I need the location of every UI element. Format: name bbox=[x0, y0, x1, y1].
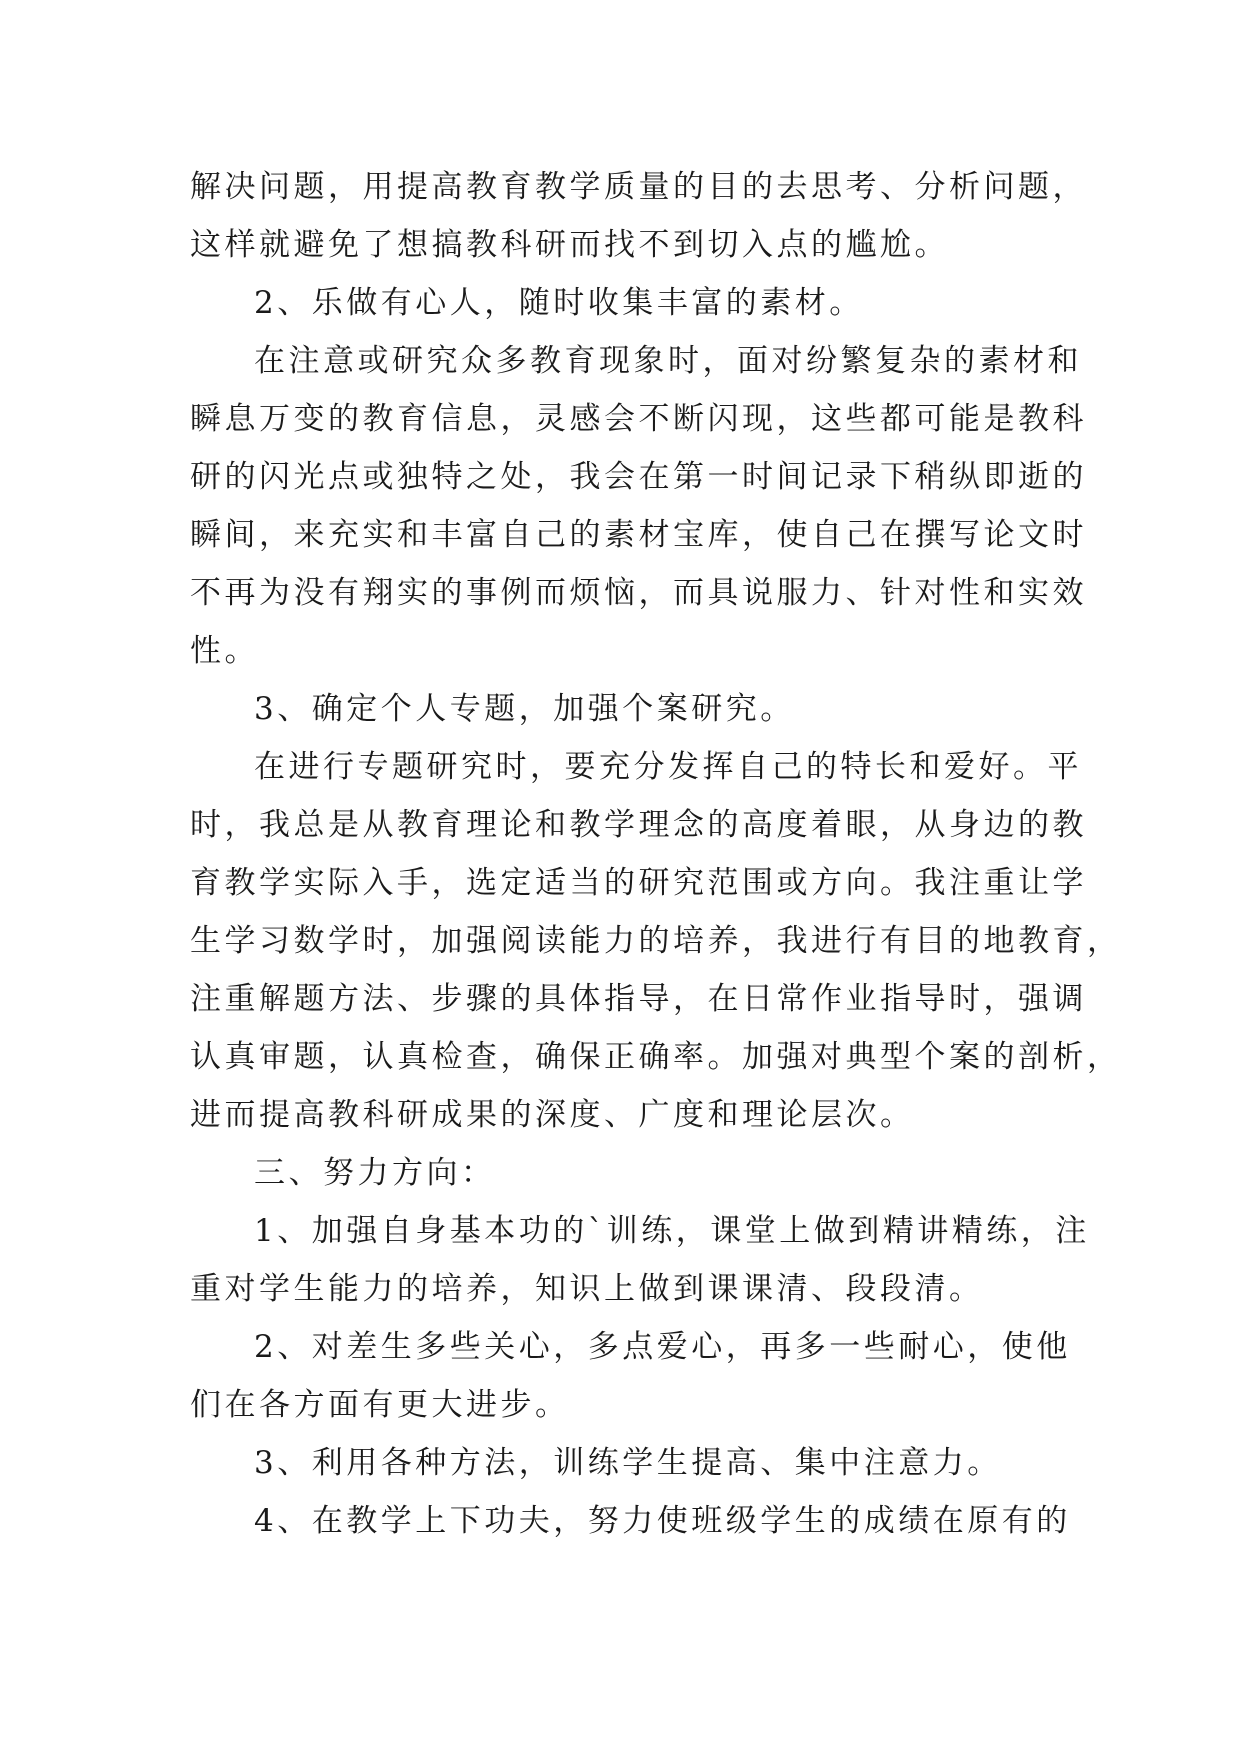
text-line: 研的闪光点或独特之处，我会在第一时间记录下稍纵即逝的 bbox=[190, 459, 1087, 495]
text-line: 2、对差生多些关心，多点爱心，再多一些耐心，使他 bbox=[254, 1329, 1071, 1365]
document-page bbox=[190, 158, 1122, 1550]
text-line: 进而提高教科研成果的深度、广度和理论层次。 bbox=[190, 1097, 915, 1133]
text-line: 重对学生能力的培养，知识上做到课课清、段段清。 bbox=[190, 1271, 984, 1307]
text-line: 在进行专题研究时，要充分发挥自己的特长和爱好。平 bbox=[254, 749, 1082, 785]
text-line: 认真审题，认真检查，确保正确率。加强对典型个案的剖析， bbox=[190, 1039, 1122, 1075]
text-line: 1、加强自身基本功的`训练，课堂上做到精讲精练，注 bbox=[254, 1213, 1090, 1249]
text-line: 瞬息万变的教育信息，灵感会不断闪现，这些都可能是教科 bbox=[190, 401, 1087, 437]
text-line: 3、确定个人专题，加强个案研究。 bbox=[254, 691, 795, 727]
text-line: 时，我总是从教育理论和教学理念的高度着眼，从身边的教 bbox=[190, 807, 1087, 843]
text-line: 3、利用各种方法，训练学生提高、集中注意力。 bbox=[254, 1445, 1002, 1481]
text-line: 不再为没有翔实的事例而烦恼，而具说服力、针对性和实效 bbox=[190, 575, 1087, 611]
text-line: 瞬间，来充实和丰富自己的素材宝库，使自己在撰写论文时 bbox=[190, 517, 1087, 553]
text-line: 性。 bbox=[190, 633, 259, 669]
text-line: 2、乐做有心人，随时收集丰富的素材。 bbox=[254, 285, 864, 321]
text-line: 们在各方面有更大进步。 bbox=[190, 1387, 570, 1423]
text-line: 生学习数学时，加强阅读能力的培养，我进行有目的地教育， bbox=[190, 923, 1122, 959]
text-line: 育教学实际入手，选定适当的研究范围或方向。我注重让学 bbox=[190, 865, 1087, 901]
text-line: 这样就避免了想搞教科研而找不到切入点的尴尬。 bbox=[190, 227, 949, 263]
text-line: 4、在教学上下功夫，努力使班级学生的成绩在原有的 bbox=[254, 1503, 1071, 1539]
text-line: 解决问题，用提高教育教学质量的目的去思考、分析问题， bbox=[190, 169, 1087, 205]
text-line: 在注意或研究众多教育现象时，面对纷繁复杂的素材和 bbox=[254, 343, 1082, 379]
text-line: 注重解题方法、步骤的具体指导，在日常作业指导时，强调 bbox=[190, 981, 1087, 1017]
text-line: 三、努力方向： bbox=[254, 1155, 496, 1191]
